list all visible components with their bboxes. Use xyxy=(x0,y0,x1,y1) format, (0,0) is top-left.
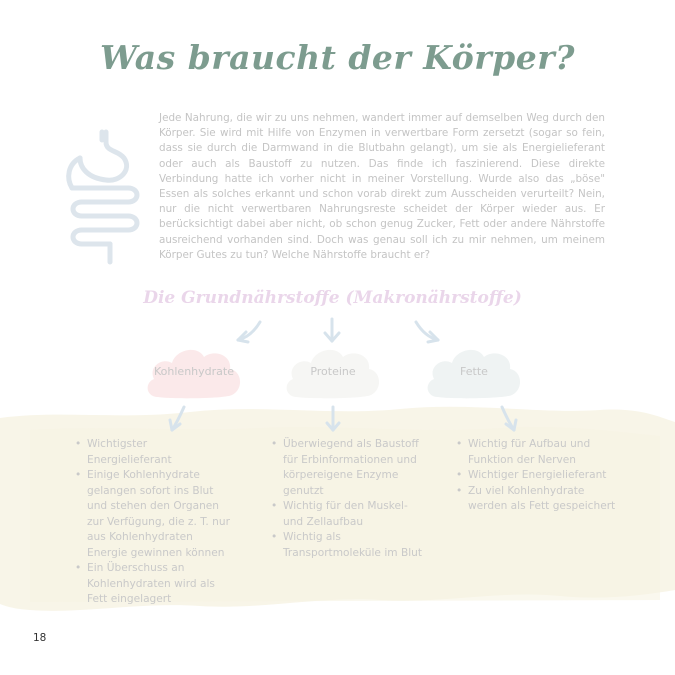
list-item: • Wichtiger Energielieferant xyxy=(456,468,616,484)
cloud-label-proteine: Proteine xyxy=(310,365,356,378)
arrow-to-fette-icon xyxy=(410,318,444,346)
cloud-fette xyxy=(424,343,524,403)
arrow-to-proteine-icon xyxy=(320,316,344,346)
list-kohlenhydrate xyxy=(75,437,233,608)
arrow-down-kohlenhydrate-icon xyxy=(164,404,190,434)
arrow-down-fette-icon xyxy=(496,404,522,434)
arrow-to-kohlenhydrate-icon xyxy=(232,318,266,346)
page-title: Was braucht der Körper? xyxy=(100,38,575,77)
cloud-proteine xyxy=(283,343,383,403)
cloud-label-kohlenhydrate: Kohlenhydrate xyxy=(154,365,234,378)
intro-paragraph: Jede Nahrung, die wir zu uns nehmen, wandert immer auf demselben Weg durch den Körper. Sie wird mit Hilfe von Enzymen in verwertbare Form zersetzt (sogar so fein, dass sie durch die Darmwand in die Blutbahn gelangt), um sie als Energielieferant oder auch als Baustoff zu nutzen. Das finde ich faszinierend. Diese direkte Verbindung hatte ich vorher nicht in meiner Vorstellung. Wurde also das „böse" Essen als solches erkannt und schon vorab direkt zum Ausscheiden verurteilt? Nein, nur die nicht verwertbaren Nahrungsreste scheidet der Körper wieder aus. Er berücksichtigt dabei aber nicht, ob schon genug Zucker, Fett oder andere Nährstoffe ausreichend vorhanden sind. Doch was genau soll ich zu mir nehmen, um meinem Körper Gutes zu tun? Welche Nährstoffe braucht er? xyxy=(159,112,605,261)
section-subtitle: Die Grundnährstoffe (Makronährstoffe) xyxy=(143,288,522,308)
list-item: • Ein Überschuss an Kohlenhydraten wird als Fett eingelagert xyxy=(75,561,233,608)
list-fette xyxy=(456,437,616,515)
cloud-kohlenhydrate xyxy=(144,343,244,403)
list-item: • Wichtigster Energielieferant xyxy=(75,437,233,468)
list-item: • Wichtig für Aufbau und Funktion der Nerven xyxy=(456,437,616,468)
list-item: • Einige Kohlenhydrate gelangen sofort ins Blut und stehen den Organen zur Verfügung, die z. T. nur aus Kohlenhydraten Energie gewinnen können xyxy=(75,468,233,561)
list-item: • Überwiegend als Baustoff für Erbinformationen und körpereigene Enzyme genutzt xyxy=(271,437,431,499)
list-proteine xyxy=(271,437,431,561)
list-item: • Wichtig als Transportmoleküle im Blut xyxy=(271,530,431,561)
page-number: 18 xyxy=(33,632,47,644)
stomach-intestine-icon xyxy=(58,128,154,268)
arrow-down-proteine-icon xyxy=(322,404,344,434)
cloud-label-fette: Fette xyxy=(460,365,488,378)
list-item: • Zu viel Kohlenhydrate werden als Fett gespeichert xyxy=(456,484,616,515)
list-item: • Wichtig für den Muskel- und Zellaufbau xyxy=(271,499,431,530)
